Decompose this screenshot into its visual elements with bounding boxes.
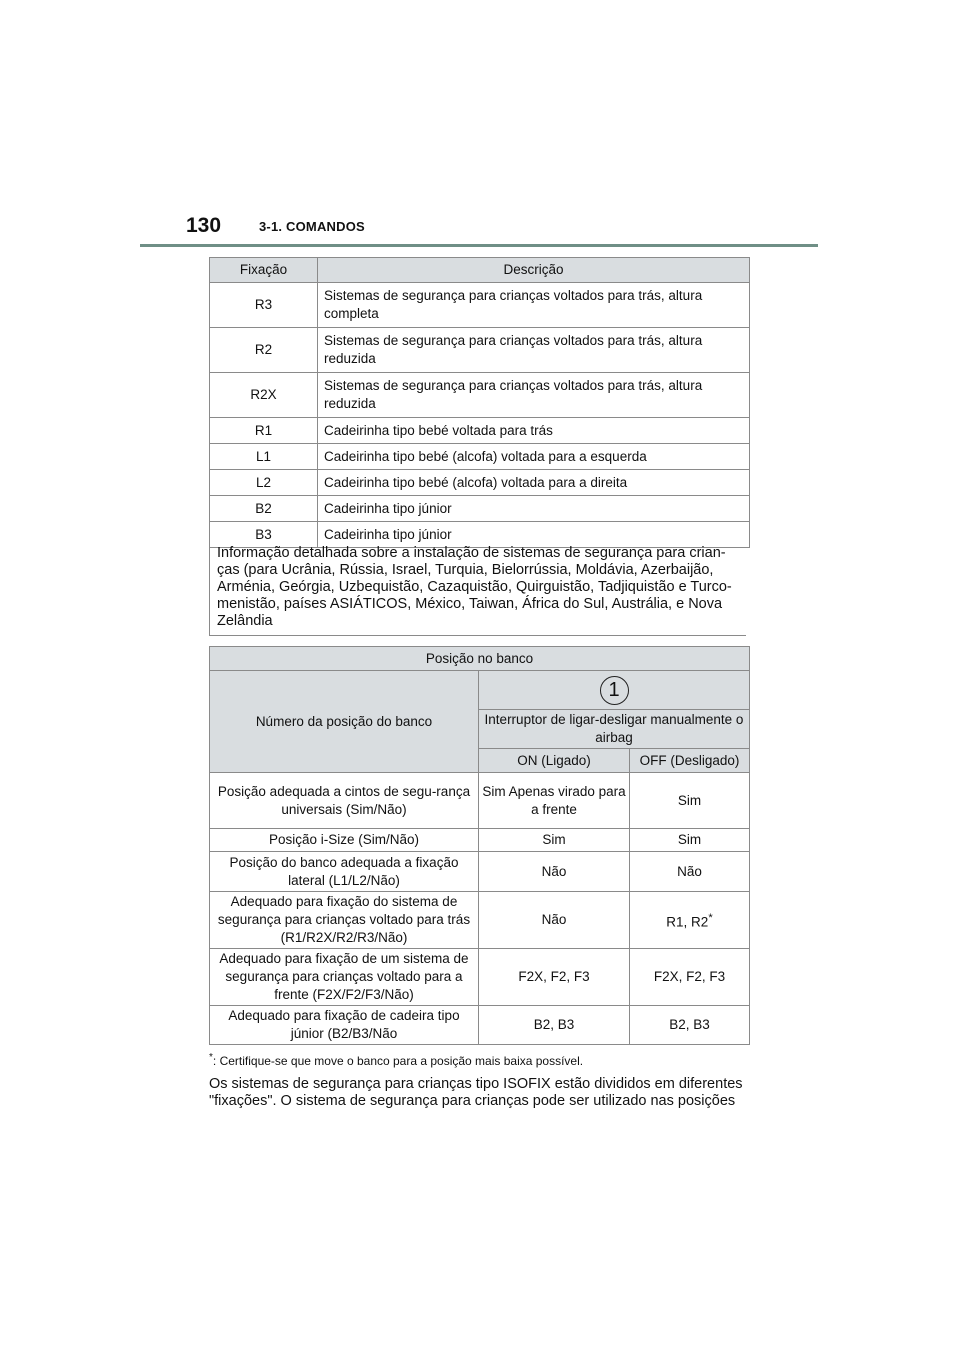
info-note: [209, 543, 746, 636]
table-row: [210, 829, 750, 852]
table-row: [210, 496, 750, 522]
seat-position-title: Posição no banco: [210, 647, 750, 671]
airbag-off-value: Sim: [630, 773, 750, 829]
fixation-cell: B3: [210, 522, 318, 548]
seat-number-cell: [479, 671, 750, 710]
airbag-off-text: R1, R2: [666, 914, 709, 930]
body-paragraph: Os sistemas de segurança para crianças tipo ISOFIX estão divididos em diferentes "fixações". O sistema de segurança para crianças pode ser utilizado nas posições: [209, 1076, 743, 1109]
airbag-on-value: Sim: [479, 829, 630, 852]
airbag-on-value: B2, B3: [479, 1006, 630, 1045]
table-row: [210, 949, 750, 1006]
airbag-on-header: ON (Ligado): [479, 749, 630, 773]
airbag-on-value: Não: [479, 852, 630, 892]
row-label: Posição do banco adequada a fixação lateral (L1/L2/Não): [210, 852, 479, 892]
info-note-text: Informação detalhada sobre a instalação de sistemas de segurança para crian-ças (para Ucrânia, Rússia, Israel, Turquia, Bielorrússia, Moldávia, Azerbaijão, Arménia, Geórgia, Uzbequistão, Cazaquistão, Quirguistão, Tadjiquistão e Turco-menistão, países ASIÁTICOS, México, Taiwan, África do Sul, Austrália, e Nova Zelândia: [217, 545, 732, 629]
table-row: [210, 444, 750, 470]
fixation-table: [209, 257, 750, 548]
description-cell: Cadeirinha tipo júnior: [318, 496, 750, 522]
table-row: [210, 852, 750, 892]
fixation-cell: R2X: [210, 373, 318, 418]
row-label: Adequado para fixação de um sistema de segurança para crianças voltado para a frente (F2X/F2/F3/Não): [210, 949, 479, 1006]
description-cell: Cadeirinha tipo bebé (alcofa) voltada para a esquerda: [318, 444, 750, 470]
footnote-mark: *: [708, 911, 713, 924]
table-row: [210, 470, 750, 496]
fixation-cell: R1: [210, 418, 318, 444]
row-label: Adequado para fixação de cadeira tipo júnior (B2/B3/Não: [210, 1006, 479, 1045]
airbag-off-value: [630, 892, 750, 949]
page-number: 130: [186, 214, 222, 237]
airbag-off-value: Sim: [630, 829, 750, 852]
table-row: [210, 1006, 750, 1045]
fixation-cell: R2: [210, 328, 318, 373]
table-row: [210, 773, 750, 829]
airbag-off-value: B2, B3: [630, 1006, 750, 1045]
airbag-on-value: Não: [479, 892, 630, 949]
fixation-cell: L2: [210, 470, 318, 496]
row-label: Posição i-Size (Sim/Não): [210, 829, 479, 852]
table-row: [210, 328, 750, 373]
airbag-off-header: OFF (Desligado): [630, 749, 750, 773]
fixation-cell: B2: [210, 496, 318, 522]
airbag-off-value: F2X, F2, F3: [630, 949, 750, 1006]
footnote-text: : Certifique-se que move o banco para a posição mais baixa possível.: [212, 1054, 584, 1068]
seat-number-header: Número da posição do banco: [210, 671, 479, 773]
footnote: [209, 1052, 583, 1068]
row-label: Posição adequada a cintos de segu-rança universais (Sim/Não): [210, 773, 479, 829]
fixation-cell: R3: [210, 283, 318, 328]
description-cell: Cadeirinha tipo bebé (alcofa) voltada para a direita: [318, 470, 750, 496]
description-cell: Cadeirinha tipo júnior: [318, 522, 750, 548]
table-row: [210, 283, 750, 328]
description-cell: Cadeirinha tipo bebé voltada para trás: [318, 418, 750, 444]
section-title: 3-1. COMANDOS: [259, 219, 365, 234]
table-row: [210, 418, 750, 444]
seat-position-table: [209, 646, 750, 1045]
header-divider: [140, 244, 818, 247]
row-label: Adequado para fixação do sistema de segurança para crianças voltado para trás (R1/R2X/R2/R3/Não): [210, 892, 479, 949]
airbag-on-value: F2X, F2, F3: [479, 949, 630, 1006]
table-row: [210, 373, 750, 418]
airbag-off-value: Não: [630, 852, 750, 892]
column-header-description: Descrição: [318, 258, 750, 283]
column-header-fixation: Fixação: [210, 258, 318, 283]
description-cell: Sistemas de segurança para crianças voltados para trás, altura reduzida: [318, 373, 750, 418]
airbag-on-value: Sim Apenas virado para a frente: [479, 773, 630, 829]
description-cell: Sistemas de segurança para crianças voltados para trás, altura completa: [318, 283, 750, 328]
footnote-mark: *: [209, 1052, 213, 1063]
airbag-switch-header: Interruptor de ligar-desligar manualmente o airbag: [479, 710, 750, 749]
seat-number-badge: 1: [600, 676, 629, 705]
table-row: [210, 892, 750, 949]
description-cell: Sistemas de segurança para crianças voltados para trás, altura reduzida: [318, 328, 750, 373]
fixation-cell: L1: [210, 444, 318, 470]
